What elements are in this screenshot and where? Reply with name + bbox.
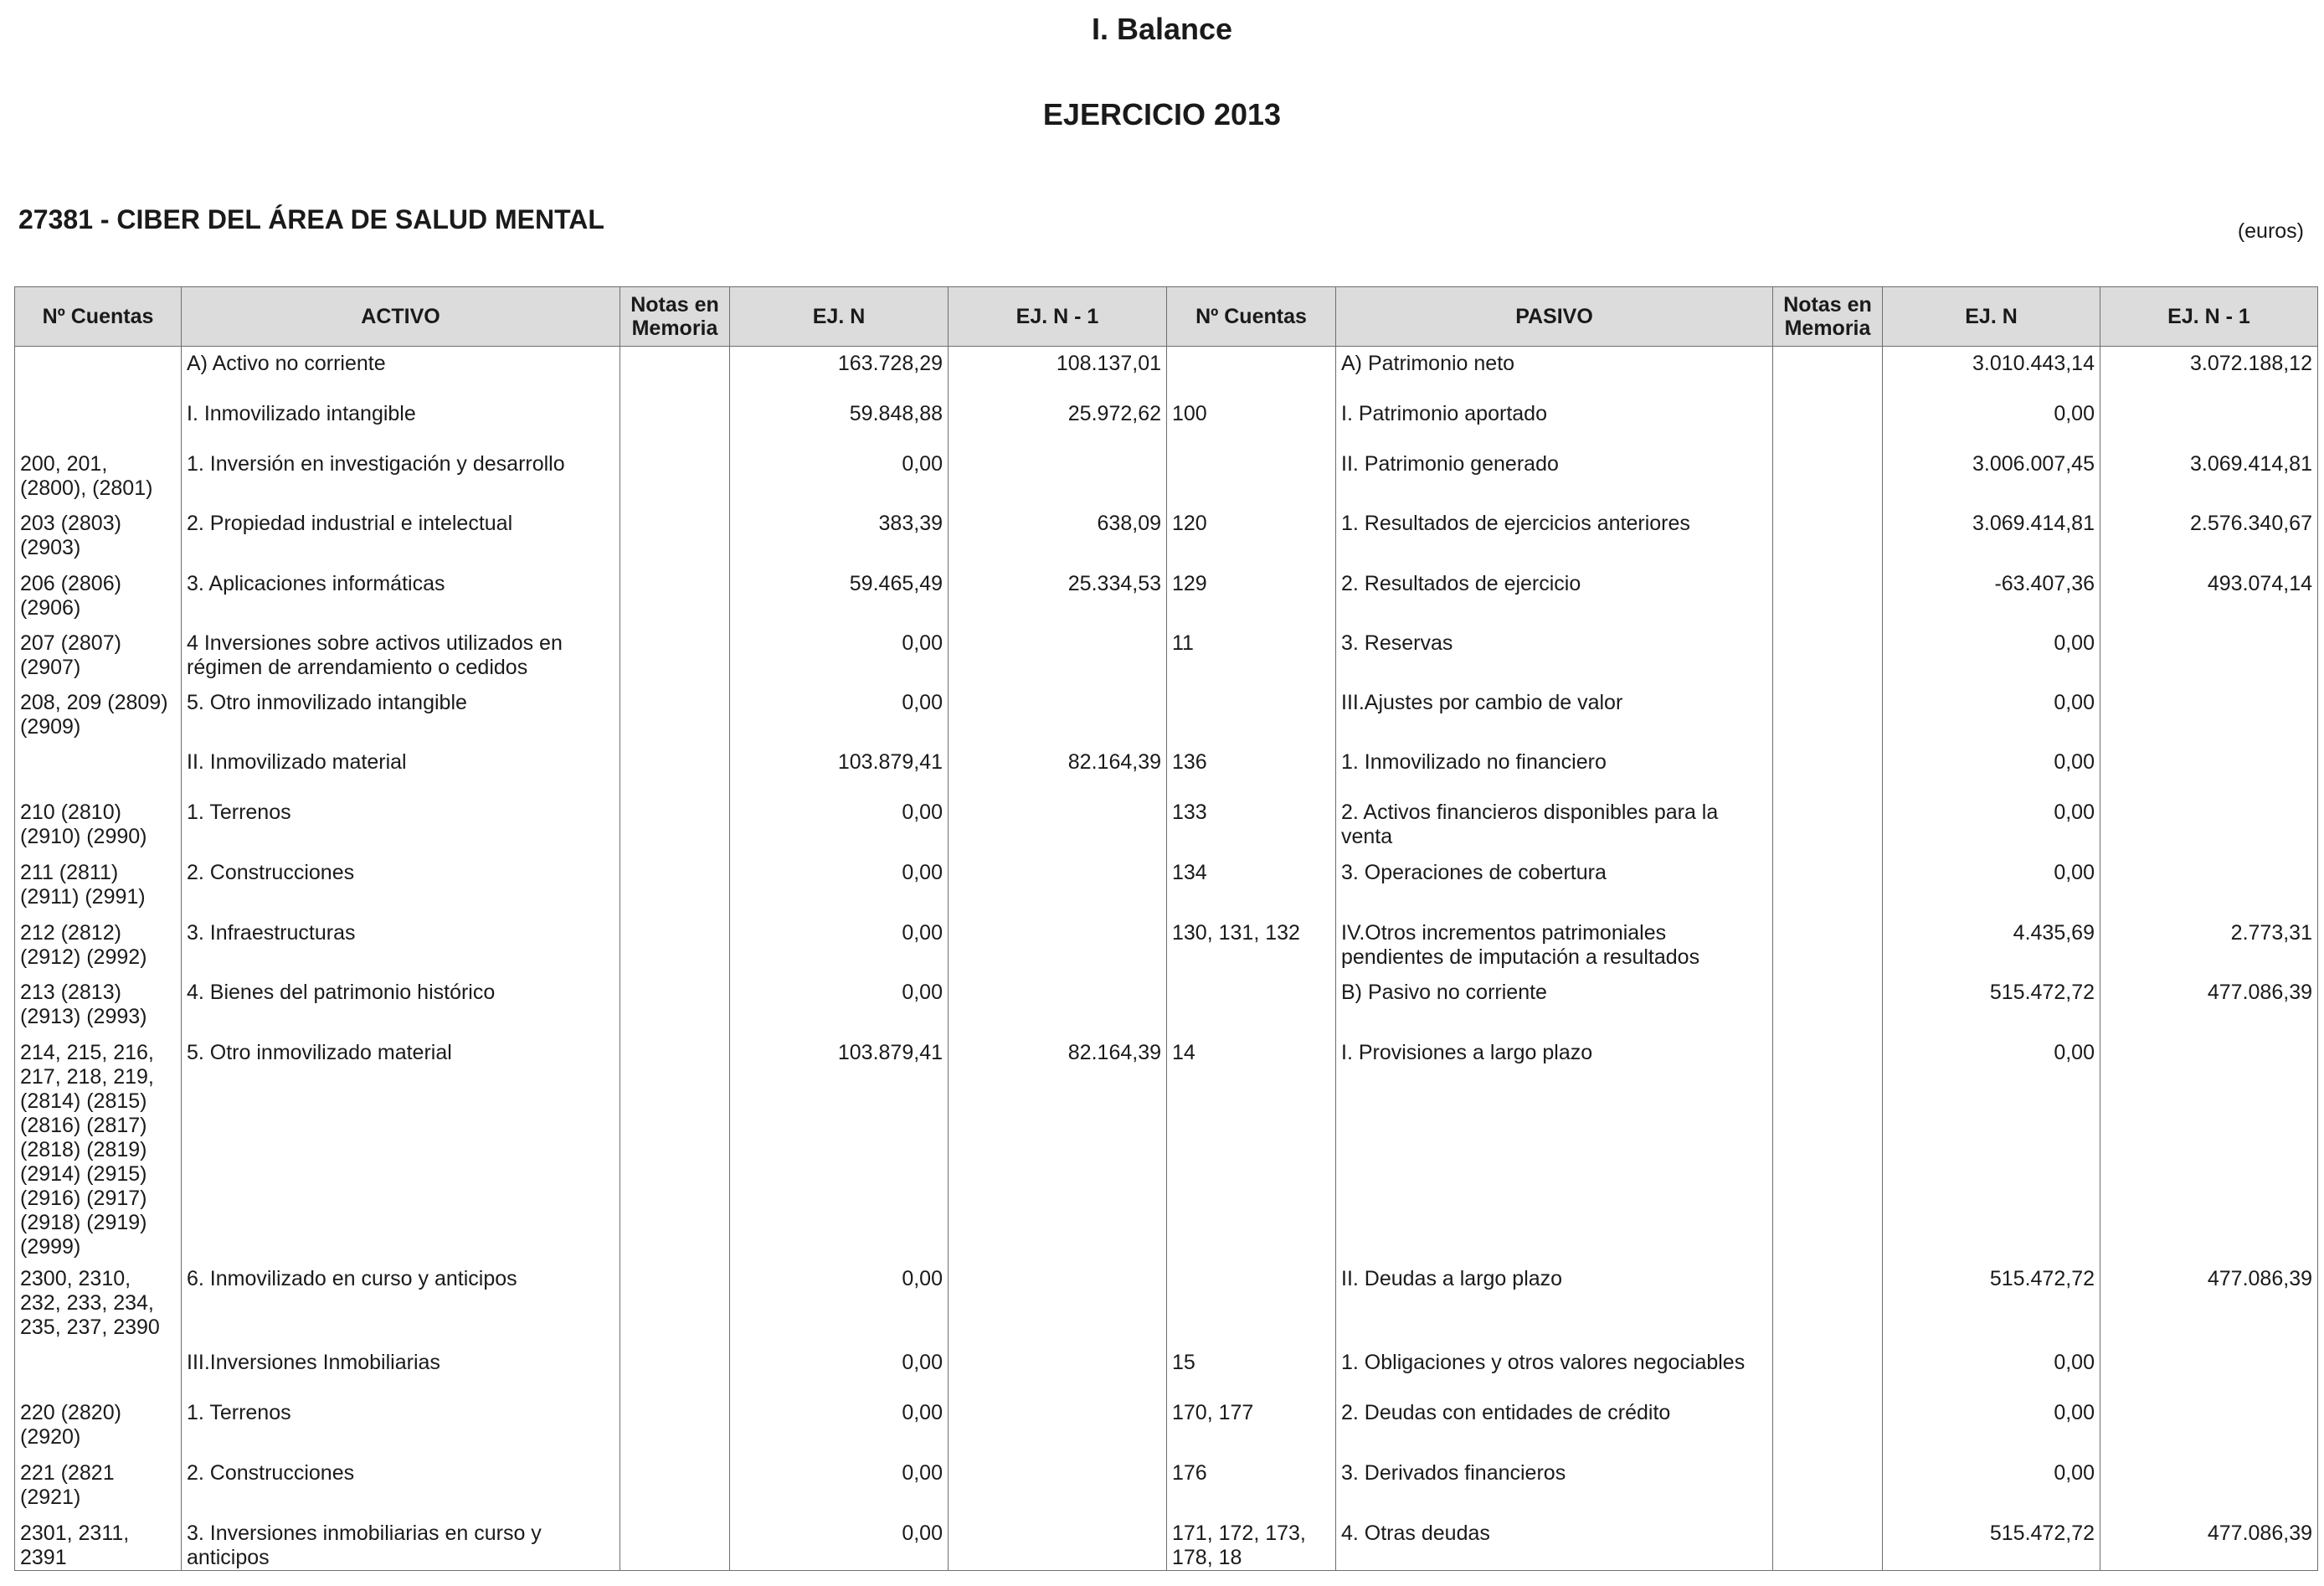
- asset-accounts: 207 (2807) (2907): [15, 626, 182, 686]
- asset-prior-year: [949, 686, 1167, 745]
- header-pasivo: PASIVO: [1336, 287, 1773, 347]
- liability-accounts: 133: [1167, 796, 1336, 856]
- table-row: [15, 1346, 2318, 1396]
- header-activo: ACTIVO: [182, 287, 620, 347]
- asset-notes: [620, 1456, 730, 1516]
- asset-notes: [620, 397, 730, 447]
- asset-current-year: 0,00: [730, 447, 949, 507]
- liability-notes: [1773, 507, 1883, 567]
- liability-current-year: 0,00: [1883, 686, 2100, 745]
- table-row: [15, 347, 2318, 397]
- liability-label: 3. Reservas: [1336, 626, 1773, 686]
- liability-accounts: 134: [1167, 856, 1336, 916]
- asset-current-year: 0,00: [730, 916, 949, 976]
- liability-accounts: 130, 131, 132: [1167, 916, 1336, 976]
- liability-accounts: 136: [1167, 745, 1336, 796]
- liability-label: 1. Obligaciones y otros valores negociables: [1336, 1346, 1773, 1396]
- liability-notes: [1773, 686, 1883, 745]
- asset-notes: [620, 1346, 730, 1396]
- asset-notes: [620, 916, 730, 976]
- liability-label: II. Deudas a largo plazo: [1336, 1262, 1773, 1346]
- header-asset-notes: Notas en Memoria: [620, 287, 730, 347]
- table-header-row: [15, 287, 2318, 347]
- table-row: [15, 976, 2318, 1036]
- units-label: (euros): [2237, 219, 2304, 243]
- asset-accounts: 200, 201, (2800), (2801): [15, 447, 182, 507]
- asset-label: 2. Construcciones: [182, 1456, 620, 1516]
- liability-label: 3. Derivados financieros: [1336, 1456, 1773, 1516]
- header-asset-current-year: EJ. N: [730, 287, 949, 347]
- asset-label: II. Inmovilizado material: [182, 745, 620, 796]
- asset-label: 6. Inmovilizado en curso y anticipos: [182, 1262, 620, 1346]
- liability-prior-year: [2100, 745, 2318, 796]
- asset-current-year: 103.879,41: [730, 745, 949, 796]
- asset-accounts: 203 (2803) (2903): [15, 507, 182, 567]
- asset-current-year: 0,00: [730, 1262, 949, 1346]
- liability-prior-year: [2100, 626, 2318, 686]
- asset-current-year: 0,00: [730, 1456, 949, 1516]
- liability-accounts: 14: [1167, 1036, 1336, 1262]
- asset-accounts: 2301, 2311, 2391: [15, 1516, 182, 1571]
- liability-current-year: 0,00: [1883, 745, 2100, 796]
- liability-current-year: 0,00: [1883, 1396, 2100, 1456]
- liability-label: 2. Deudas con entidades de crédito: [1336, 1396, 1773, 1456]
- liability-accounts: 176: [1167, 1456, 1336, 1516]
- asset-notes: [620, 856, 730, 916]
- liability-current-year: 0,00: [1883, 1456, 2100, 1516]
- asset-notes: [620, 626, 730, 686]
- liability-current-year: 515.472,72: [1883, 976, 2100, 1036]
- liability-label: B) Pasivo no corriente: [1336, 976, 1773, 1036]
- liability-prior-year: 477.086,39: [2100, 976, 2318, 1036]
- asset-notes: [620, 447, 730, 507]
- asset-current-year: 0,00: [730, 1516, 949, 1571]
- table-row: [15, 916, 2318, 976]
- asset-accounts: 211 (2811) (2911) (2991): [15, 856, 182, 916]
- asset-notes: [620, 507, 730, 567]
- liability-label: IV.Otros incrementos patrimoniales pendientes de imputación a resultados: [1336, 916, 1773, 976]
- asset-notes: [620, 796, 730, 856]
- liability-label: A) Patrimonio neto: [1336, 347, 1773, 397]
- asset-label: A) Activo no corriente: [182, 347, 620, 397]
- asset-prior-year: 82.164,39: [949, 745, 1167, 796]
- liability-notes: [1773, 567, 1883, 626]
- asset-prior-year: [949, 856, 1167, 916]
- liability-label: 2. Activos financieros disponibles para la venta: [1336, 796, 1773, 856]
- table-row: [15, 745, 2318, 796]
- asset-notes: [620, 976, 730, 1036]
- asset-accounts: [15, 1346, 182, 1396]
- asset-label: 1. Inversión en investigación y desarrollo: [182, 447, 620, 507]
- table-row: [15, 686, 2318, 745]
- asset-prior-year: [949, 796, 1167, 856]
- table-row: [15, 856, 2318, 916]
- asset-label: 5. Otro inmovilizado intangible: [182, 686, 620, 745]
- liability-label: II. Patrimonio generado: [1336, 447, 1773, 507]
- liability-prior-year: 3.069.414,81: [2100, 447, 2318, 507]
- liability-accounts: 171, 172, 173, 178, 18: [1167, 1516, 1336, 1571]
- table-row: [15, 1456, 2318, 1516]
- table-row: [15, 1396, 2318, 1456]
- liability-label: 1. Resultados de ejercicios anteriores: [1336, 507, 1773, 567]
- asset-prior-year: 25.334,53: [949, 567, 1167, 626]
- liability-prior-year: [2100, 1346, 2318, 1396]
- liability-accounts: [1167, 686, 1336, 745]
- liability-accounts: 11: [1167, 626, 1336, 686]
- asset-notes: [620, 745, 730, 796]
- asset-prior-year: [949, 1396, 1167, 1456]
- liability-notes: [1773, 745, 1883, 796]
- liability-current-year: 0,00: [1883, 626, 2100, 686]
- asset-accounts: 212 (2812) (2912) (2992): [15, 916, 182, 976]
- asset-label: 2. Construcciones: [182, 856, 620, 916]
- asset-current-year: 59.465,49: [730, 567, 949, 626]
- asset-prior-year: [949, 1346, 1167, 1396]
- table-row: [15, 397, 2318, 447]
- liability-prior-year: 2.773,31: [2100, 916, 2318, 976]
- liability-prior-year: [2100, 397, 2318, 447]
- liability-current-year: 515.472,72: [1883, 1516, 2100, 1571]
- asset-label: 5. Otro inmovilizado material: [182, 1036, 620, 1262]
- liability-accounts: [1167, 347, 1336, 397]
- asset-current-year: 0,00: [730, 856, 949, 916]
- balance-table: [14, 286, 2318, 1571]
- asset-prior-year: [949, 976, 1167, 1036]
- liability-prior-year: [2100, 856, 2318, 916]
- asset-prior-year: [949, 1516, 1167, 1571]
- liability-accounts: [1167, 447, 1336, 507]
- liability-label: III.Ajustes por cambio de valor: [1336, 686, 1773, 745]
- liability-accounts: 15: [1167, 1346, 1336, 1396]
- fiscal-year-title: EJERCICIO 2013: [1042, 97, 1282, 131]
- liability-current-year: 3.006.007,45: [1883, 447, 2100, 507]
- header-liability-notes: Notas en Memoria: [1773, 287, 1883, 347]
- asset-current-year: 383,39: [730, 507, 949, 567]
- asset-label: 3. Inversiones inmobiliarias en curso y anticipos: [182, 1516, 620, 1571]
- table-row: [15, 1036, 2318, 1262]
- asset-label: 3. Aplicaciones informáticas: [182, 567, 620, 626]
- liability-notes: [1773, 856, 1883, 916]
- liability-notes: [1773, 1516, 1883, 1571]
- liability-notes: [1773, 1396, 1883, 1456]
- header-asset-accounts: Nº Cuentas: [15, 287, 182, 347]
- asset-prior-year: [949, 916, 1167, 976]
- asset-current-year: 59.848,88: [730, 397, 949, 447]
- asset-notes: [620, 1516, 730, 1571]
- liability-notes: [1773, 1262, 1883, 1346]
- liability-current-year: 0,00: [1883, 856, 2100, 916]
- liability-current-year: 0,00: [1883, 1346, 2100, 1396]
- asset-accounts: 214, 215, 216, 217, 218, 219, (2814) (2815) (2816) (2817) (2818) (2819) (2914) (2915) (2916) (2917) (2918) (2919) (2999): [15, 1036, 182, 1262]
- liability-notes: [1773, 1346, 1883, 1396]
- liability-accounts: 170, 177: [1167, 1396, 1336, 1456]
- asset-prior-year: 25.972,62: [949, 397, 1167, 447]
- asset-current-year: 0,00: [730, 796, 949, 856]
- table-row: [15, 507, 2318, 567]
- header-liability-accounts: Nº Cuentas: [1167, 287, 1336, 347]
- liability-label: 3. Operaciones de cobertura: [1336, 856, 1773, 916]
- table-row: [15, 1262, 2318, 1346]
- liability-accounts: [1167, 976, 1336, 1036]
- asset-notes: [620, 1262, 730, 1346]
- asset-current-year: 0,00: [730, 1396, 949, 1456]
- liability-current-year: 515.472,72: [1883, 1262, 2100, 1346]
- asset-current-year: 0,00: [730, 976, 949, 1036]
- liability-label: 4. Otras deudas: [1336, 1516, 1773, 1571]
- liability-accounts: 129: [1167, 567, 1336, 626]
- liability-notes: [1773, 916, 1883, 976]
- table-row: [15, 796, 2318, 856]
- asset-prior-year: [949, 626, 1167, 686]
- entity-name: 27381 - CIBER DEL ÁREA DE SALUD MENTAL: [18, 204, 604, 234]
- asset-label: 4 Inversiones sobre activos utilizados en régimen de arrendamiento o cedidos: [182, 626, 620, 686]
- asset-notes: [620, 1396, 730, 1456]
- asset-accounts: [15, 745, 182, 796]
- asset-notes: [620, 347, 730, 397]
- liability-accounts: [1167, 1262, 1336, 1346]
- asset-accounts: 220 (2820) (2920): [15, 1396, 182, 1456]
- liability-prior-year: [2100, 1396, 2318, 1456]
- liability-prior-year: [2100, 1036, 2318, 1262]
- asset-label: I. Inmovilizado intangible: [182, 397, 620, 447]
- table-row: [15, 1516, 2318, 1571]
- liability-prior-year: 2.576.340,67: [2100, 507, 2318, 567]
- liability-prior-year: [2100, 686, 2318, 745]
- liability-current-year: 3.010.443,14: [1883, 347, 2100, 397]
- liability-accounts: 100: [1167, 397, 1336, 447]
- asset-label: 1. Terrenos: [182, 796, 620, 856]
- liability-label: I. Patrimonio aportado: [1336, 397, 1773, 447]
- asset-notes: [620, 686, 730, 745]
- asset-current-year: 0,00: [730, 1346, 949, 1396]
- liability-notes: [1773, 447, 1883, 507]
- asset-notes: [620, 567, 730, 626]
- asset-label: 2. Propiedad industrial e intelectual: [182, 507, 620, 567]
- liability-notes: [1773, 347, 1883, 397]
- header-asset-prior-year: EJ. N - 1: [949, 287, 1167, 347]
- asset-label: 3. Infraestructuras: [182, 916, 620, 976]
- liability-prior-year: 477.086,39: [2100, 1262, 2318, 1346]
- asset-accounts: 210 (2810) (2910) (2990): [15, 796, 182, 856]
- table-row: [15, 567, 2318, 626]
- asset-label: III.Inversiones Inmobiliarias: [182, 1346, 620, 1396]
- liability-prior-year: [2100, 1456, 2318, 1516]
- liability-current-year: 3.069.414,81: [1883, 507, 2100, 567]
- header-liability-current-year: EJ. N: [1883, 287, 2100, 347]
- asset-accounts: 206 (2806) (2906): [15, 567, 182, 626]
- asset-accounts: [15, 347, 182, 397]
- asset-label: 4. Bienes del patrimonio histórico: [182, 976, 620, 1036]
- asset-prior-year: [949, 447, 1167, 507]
- liability-current-year: -63.407,36: [1883, 567, 2100, 626]
- liability-notes: [1773, 976, 1883, 1036]
- asset-prior-year: 82.164,39: [949, 1036, 1167, 1262]
- page-title: I. Balance: [1091, 12, 1233, 46]
- liability-current-year: 0,00: [1883, 796, 2100, 856]
- asset-current-year: 0,00: [730, 686, 949, 745]
- liability-prior-year: [2100, 796, 2318, 856]
- liability-prior-year: 477.086,39: [2100, 1516, 2318, 1571]
- liability-current-year: 0,00: [1883, 1036, 2100, 1262]
- liability-prior-year: 3.072.188,12: [2100, 347, 2318, 397]
- liability-notes: [1773, 626, 1883, 686]
- asset-prior-year: [949, 1262, 1167, 1346]
- liability-notes: [1773, 1456, 1883, 1516]
- asset-current-year: 0,00: [730, 626, 949, 686]
- table-row: [15, 447, 2318, 507]
- asset-prior-year: 638,09: [949, 507, 1167, 567]
- liability-label: 1. Inmovilizado no financiero: [1336, 745, 1773, 796]
- liability-label: I. Provisiones a largo plazo: [1336, 1036, 1773, 1262]
- asset-accounts: 213 (2813) (2913) (2993): [15, 976, 182, 1036]
- asset-current-year: 163.728,29: [730, 347, 949, 397]
- liability-prior-year: 493.074,14: [2100, 567, 2318, 626]
- asset-accounts: 208, 209 (2809) (2909): [15, 686, 182, 745]
- liability-current-year: 4.435,69: [1883, 916, 2100, 976]
- asset-accounts: 2300, 2310, 232, 233, 234, 235, 237, 2390: [15, 1262, 182, 1346]
- liability-accounts: 120: [1167, 507, 1336, 567]
- liability-label: 2. Resultados de ejercicio: [1336, 567, 1773, 626]
- asset-prior-year: 108.137,01: [949, 347, 1167, 397]
- header-liability-prior-year: EJ. N - 1: [2100, 287, 2318, 347]
- liability-notes: [1773, 397, 1883, 447]
- liability-notes: [1773, 1036, 1883, 1262]
- table-row: [15, 626, 2318, 686]
- asset-accounts: 221 (2821 (2921): [15, 1456, 182, 1516]
- asset-prior-year: [949, 1456, 1167, 1516]
- asset-notes: [620, 1036, 730, 1262]
- asset-accounts: [15, 397, 182, 447]
- liability-notes: [1773, 796, 1883, 856]
- liability-current-year: 0,00: [1883, 397, 2100, 447]
- asset-current-year: 103.879,41: [730, 1036, 949, 1262]
- asset-label: 1. Terrenos: [182, 1396, 620, 1456]
